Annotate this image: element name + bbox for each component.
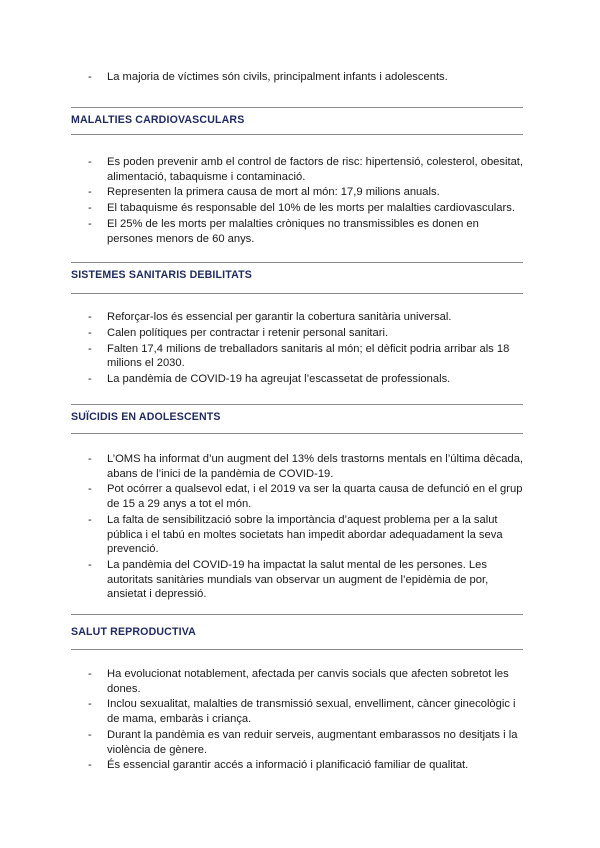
- section-rule-bottom: [71, 134, 523, 135]
- list-item-text: Inclou sexualitat, malalties de transmissió sexual, envelliment, càncer ginecològic i de mama, embaràs i criança.: [107, 698, 516, 726]
- list-item: [0, 667, 600, 696]
- bullet-dash: -: [88, 326, 92, 339]
- bullet-dash: -: [88, 342, 92, 355]
- list-item-text: La majoria de víctimes són civils, principalment infants i adolescents.: [107, 71, 448, 83]
- list-item: [0, 201, 600, 216]
- list-item: [0, 155, 600, 184]
- bullet-dash: -: [88, 513, 92, 526]
- list-item-text: Durant la pandèmia es van reduir serveis, augmentant embarassos no desitjats i la violència de gènere.: [107, 728, 518, 756]
- list-item-text: Representen la primera causa de mort al món: 17,9 milions anuals.: [107, 186, 440, 199]
- bullet-dash: -: [88, 218, 92, 231]
- list-item: [0, 372, 600, 387]
- list-item: [0, 758, 600, 773]
- list-item-text: El tabaquisme és responsable del 10% de les morts per malalties cardiovasculars.: [107, 202, 515, 215]
- bullet-dash: -: [88, 373, 92, 386]
- list-item-text: Falten 17,4 milions de treballadors sanitaris al món; el dèficit podria arribar als 18 milions el 2030.: [107, 342, 510, 370]
- list-item-text: El 25% de les morts per malalties cròniques no transmissibles es donen en persones menors de 60 anys.: [107, 218, 479, 245]
- section-rule-top: [71, 404, 523, 405]
- list-item: [0, 482, 600, 511]
- list-item-text: Es poden prevenir amb el control de factors de risc: hipertensió, colesterol, obesitat, alimentació, tabaquisme i contaminació.: [107, 156, 524, 183]
- section-heading: SUÏCIDIS EN ADOLESCENTS: [71, 411, 221, 423]
- section-rule-top: [71, 614, 523, 615]
- list-item-text: Reforçar-los és essencial per garantir la cobertura sanitària universal.: [107, 311, 452, 323]
- list-item-text: És essencial garantir accés a informació i planificació familiar de qualitat.: [107, 759, 469, 772]
- list-item: [0, 217, 600, 246]
- list-item: [0, 342, 600, 371]
- list-item: [0, 326, 600, 341]
- section-list: [0, 667, 600, 774]
- bullet-dash: -: [88, 311, 92, 323]
- section-heading: MALALTIES CARDIOVASCULARS: [71, 114, 245, 126]
- list-item: [0, 310, 600, 325]
- list-item-text: La pandèmia del COVID-19 ha impactat la salut mental de les persones. Les autoritats sanitàries mundials van observar un augment de l’epidèmia de por, ansietat i depressió.: [107, 559, 489, 601]
- section-rule-top: [71, 262, 523, 263]
- bullet-dash: -: [88, 698, 92, 711]
- list-item: [0, 185, 600, 200]
- bullet-dash: -: [88, 759, 92, 772]
- list-item: [0, 697, 600, 726]
- section-list: [0, 452, 600, 603]
- list-item-text: Calen polítiques per contractar i retenir personal sanitari.: [107, 326, 389, 339]
- bullet-dash: -: [88, 186, 92, 199]
- section-heading: SALUT REPRODUCTIVA: [71, 626, 196, 638]
- list-item: [0, 558, 600, 602]
- section-rule-bottom: [71, 433, 523, 434]
- section-heading: SISTEMES SANITARIS DEBILITATS: [71, 269, 252, 281]
- bullet-dash: -: [88, 71, 92, 83]
- bullet-dash: -: [88, 453, 92, 465]
- list-item-text: L’OMS ha informat d’un augment del 13% dels trastorns mentals en l’última dècada, abans de l’inici de la pandèmia de COVID-19.: [107, 453, 524, 480]
- section-rule-bottom: [71, 649, 523, 650]
- bullet-dash: -: [88, 202, 92, 215]
- bullet-dash: -: [88, 559, 92, 572]
- list-item: [0, 70, 600, 85]
- section-list: [0, 310, 600, 388]
- section-list: [0, 155, 600, 248]
- bullet-dash: -: [88, 483, 92, 496]
- list-item-text: La pandèmia de COVID-19 ha agreujat l’escassetat de professionals.: [107, 373, 451, 386]
- list-item: [0, 452, 600, 481]
- section-rule-top: [71, 107, 523, 108]
- bullet-dash: -: [88, 728, 92, 741]
- bullet-dash: -: [88, 156, 92, 168]
- section-rule-bottom: [71, 293, 523, 294]
- list-item: [0, 728, 600, 757]
- list-item: [0, 513, 600, 557]
- list-item-text: Pot ocórrer a qualsevol edat, i el 2019 va ser la quarta causa de defunció en el grup de 15 a 29 anys a tot el món.: [107, 483, 523, 511]
- intro-list: [0, 70, 600, 86]
- list-item-text: La falta de sensibilització sobre la importància d’aquest problema per a la salut pública i el tabú en moltes societats han impedit abordar adequadament la seva prevenció.: [107, 513, 503, 556]
- list-item-text: Ha evolucionat notablement, afectada per canvis socials que afecten sobretot les dones.: [107, 668, 509, 695]
- bullet-dash: -: [88, 668, 92, 680]
